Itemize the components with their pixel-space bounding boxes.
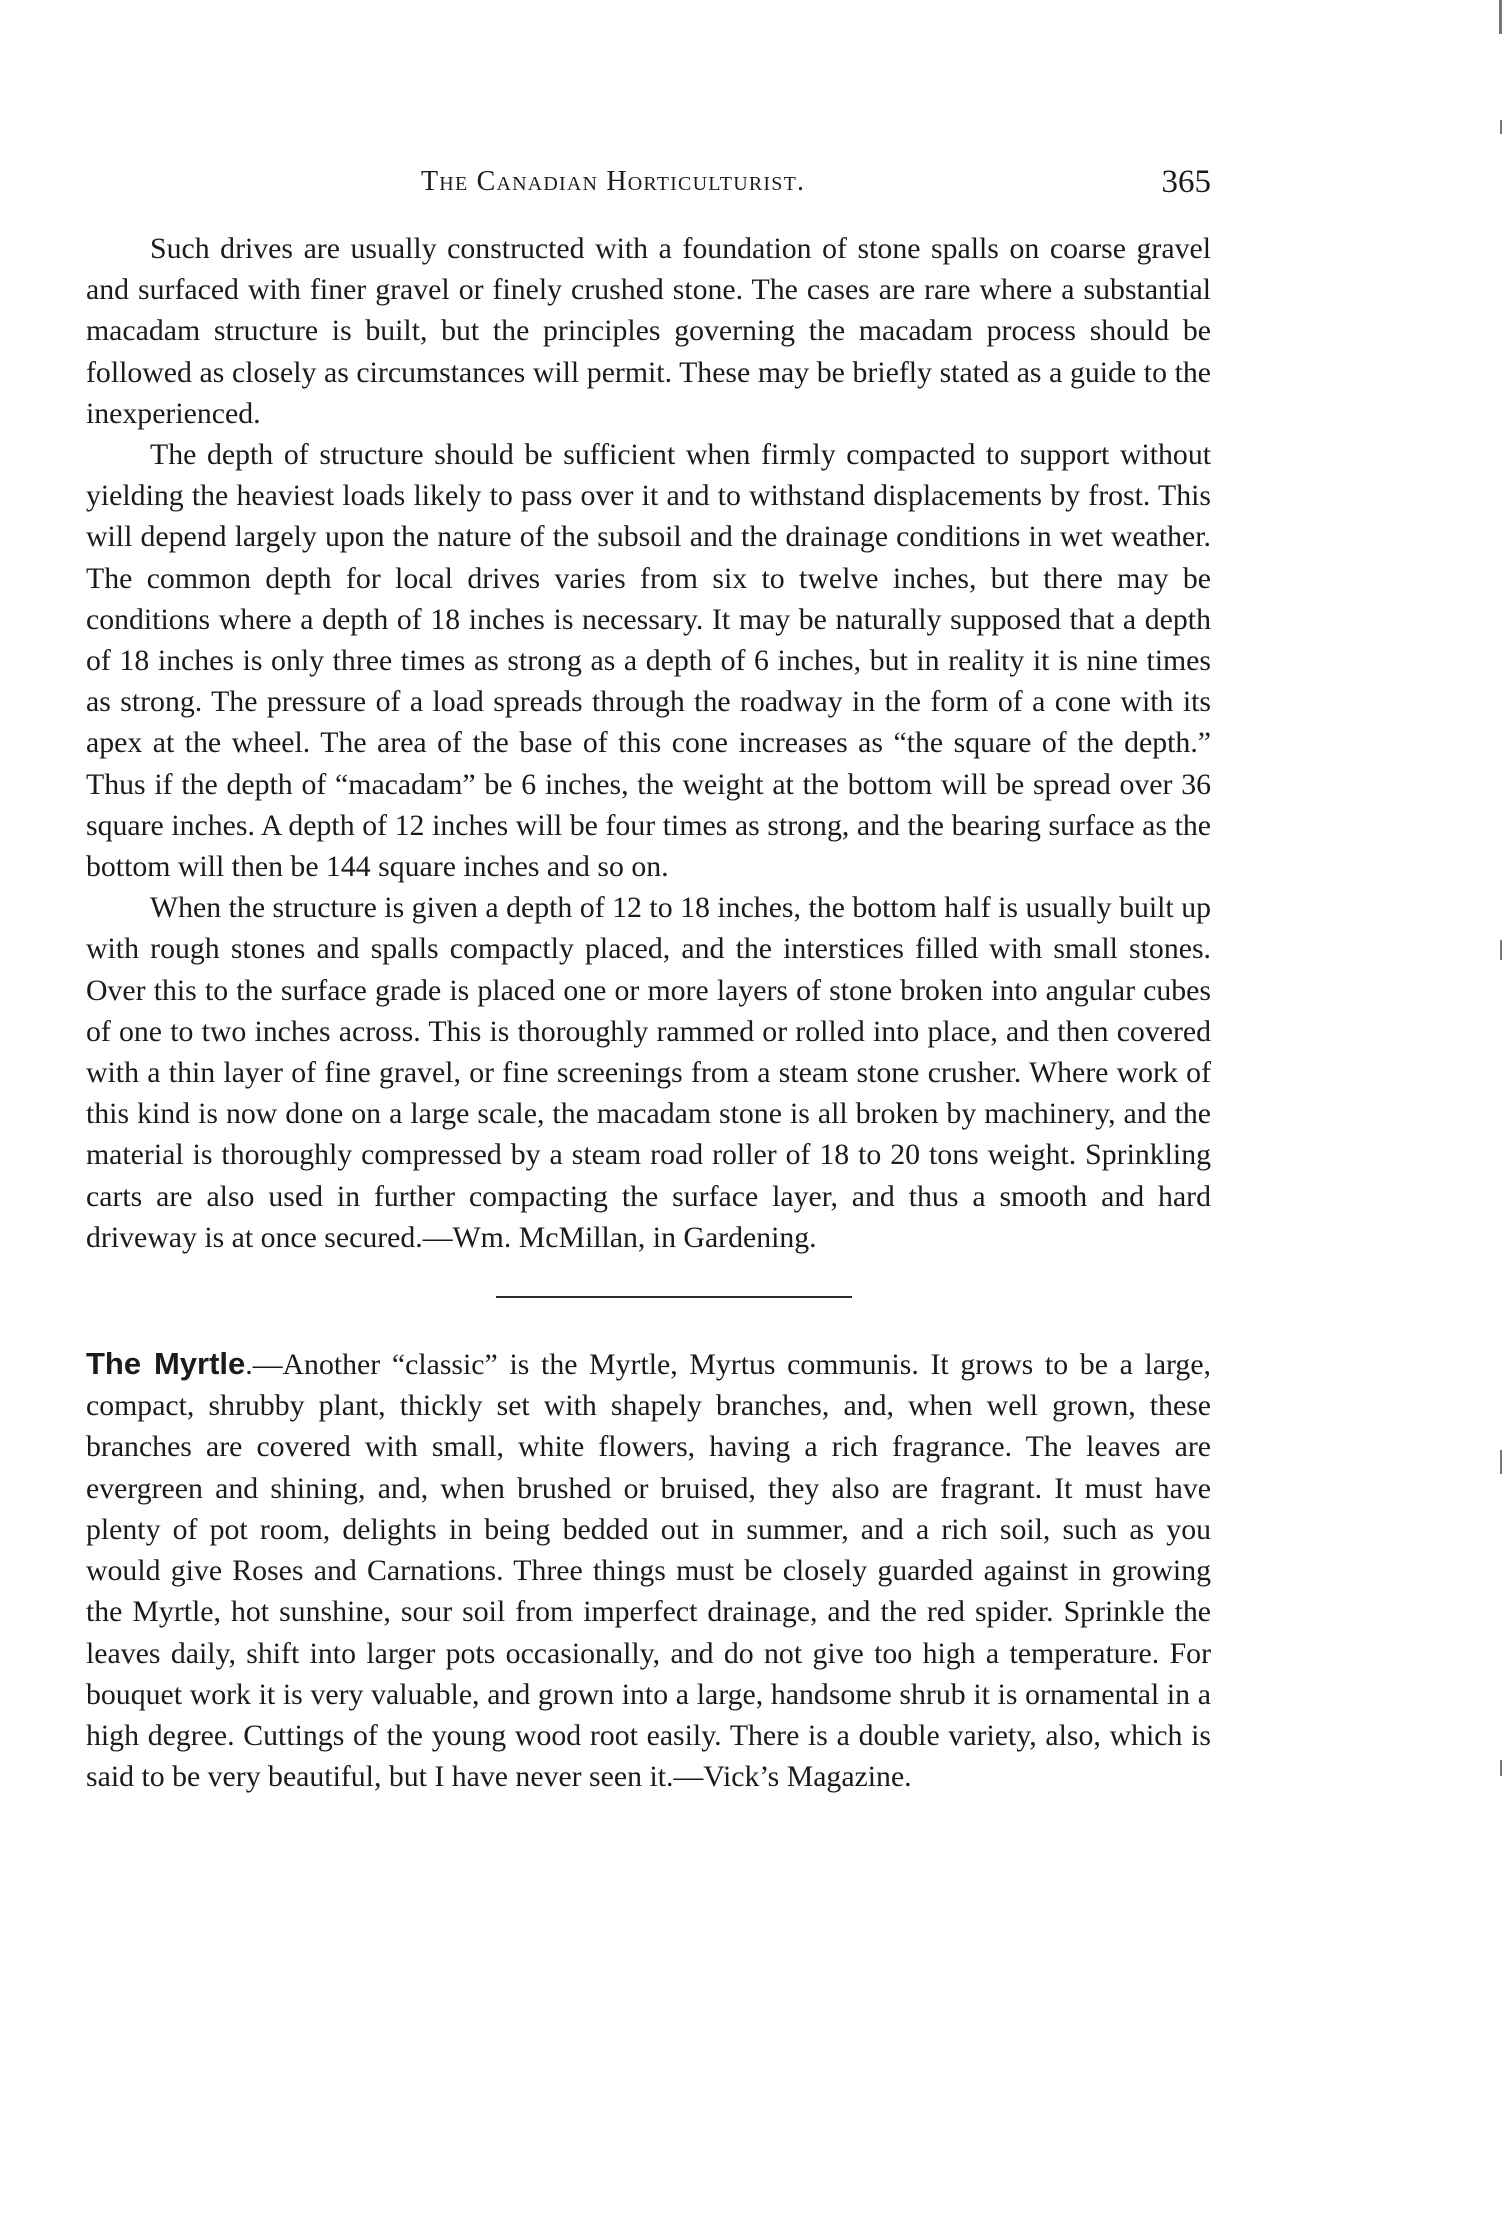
paragraph: The depth of structure should be sufficient when firmly compacted to support without yielding the heaviest loads likely to pass over it and to withstand displacements by frost. This will depend largely upon the nature of the subsoil and the drainage conditions in wet weather. The common depth for local drives varies from six to twelve inches, but there may be conditions where a depth of 18 inches is necessary. It may be naturally supposed that a depth of 18 inches is only three times as strong as a depth of 6 inches, but in reality it is nine times as strong. The pressure of a load spreads through the roadway in the form of a cone with its apex at the wheel. The area of the base of this cone increases as “the square of the depth.” Thus if the depth of “macadam” be 6 inches, the weight at the bottom will be spread over 36 square inches. A depth of 12 inches will be four times as strong, and the bearing surface as the bottom will then be 144 square inches and so on. xyxy=(86,438,1211,884)
article-heading: The Myrtle xyxy=(86,1346,246,1382)
scan-edge-marks xyxy=(1489,0,1505,2237)
running-head xyxy=(86,160,1211,220)
page-number: 365 xyxy=(1161,164,1211,200)
book-page xyxy=(86,160,1211,1797)
paragraph: When the structure is given a depth of 12 to 18 inches, the bottom half is usually built up with rough stones and spalls compactly placed, and the interstices filled with small stones. Over this to the surface grade is placed one or more layers of stone broken into angular cubes of one to two inches across. This is thoroughly rammed or rolled into place, and then covered with a thin layer of fine gravel, or fine screenings from a steam stone crusher. Where work of this kind is now done on a large scale, the macadam stone is all broken by machinery, and the material is thoroughly compressed by a steam road roller of 18 to 20 tons weight. Sprinkling carts are also used in further compacting the surface layer, and thus a smooth and hard driveway is at once secured.—Wm. McMillan, in Gardening. xyxy=(86,891,1211,1254)
article-body: .—Another “classic” is the Myrtle, Myrtus communis. It grows to be a large, compact, shrubby plant, thickly set with shapely branches, and, when well grown, these branches are covered with small, white flowers, having a rich fragrance. The leaves are evergreen and shining, and, when brushed or bruised, they also are fragrant. It must have plenty of pot room, delights in being bedded out in summer, and a rich soil, such as you would give Roses and Carnations. Three things must be closely guarded against in growing the Myrtle, hot sunshine, sour soil from imperfect drainage, and the red spider. Sprinkle the leaves daily, shift into larger pots occasionally, and do not give too high a temperature. For bouquet work it is very valuable, and grown into a large, handsome shrub it is ornamental in a high degree. Cuttings of the young wood root easily. There is a double variety, also, which is said to be very beautiful, but I have never seen it.—Vick’s Magazine. xyxy=(86,1348,1212,1794)
paragraph xyxy=(86,1343,1211,1797)
section-divider xyxy=(496,1296,852,1298)
article-driveways xyxy=(86,228,1211,1258)
paragraph: Such drives are usually constructed with a foundation of stone spalls on coarse gravel and surfaced with finer gravel or finely crushed stone. The cases are rare where a substantial macadam structure is built, but the principles governing the macadam process should be followed as closely as circumstances will permit. These may be briefly stated as a guide to the inexperienced. xyxy=(86,232,1211,430)
running-title: The Canadian Horticulturist. xyxy=(421,166,806,197)
article-myrtle xyxy=(86,1343,1211,1797)
